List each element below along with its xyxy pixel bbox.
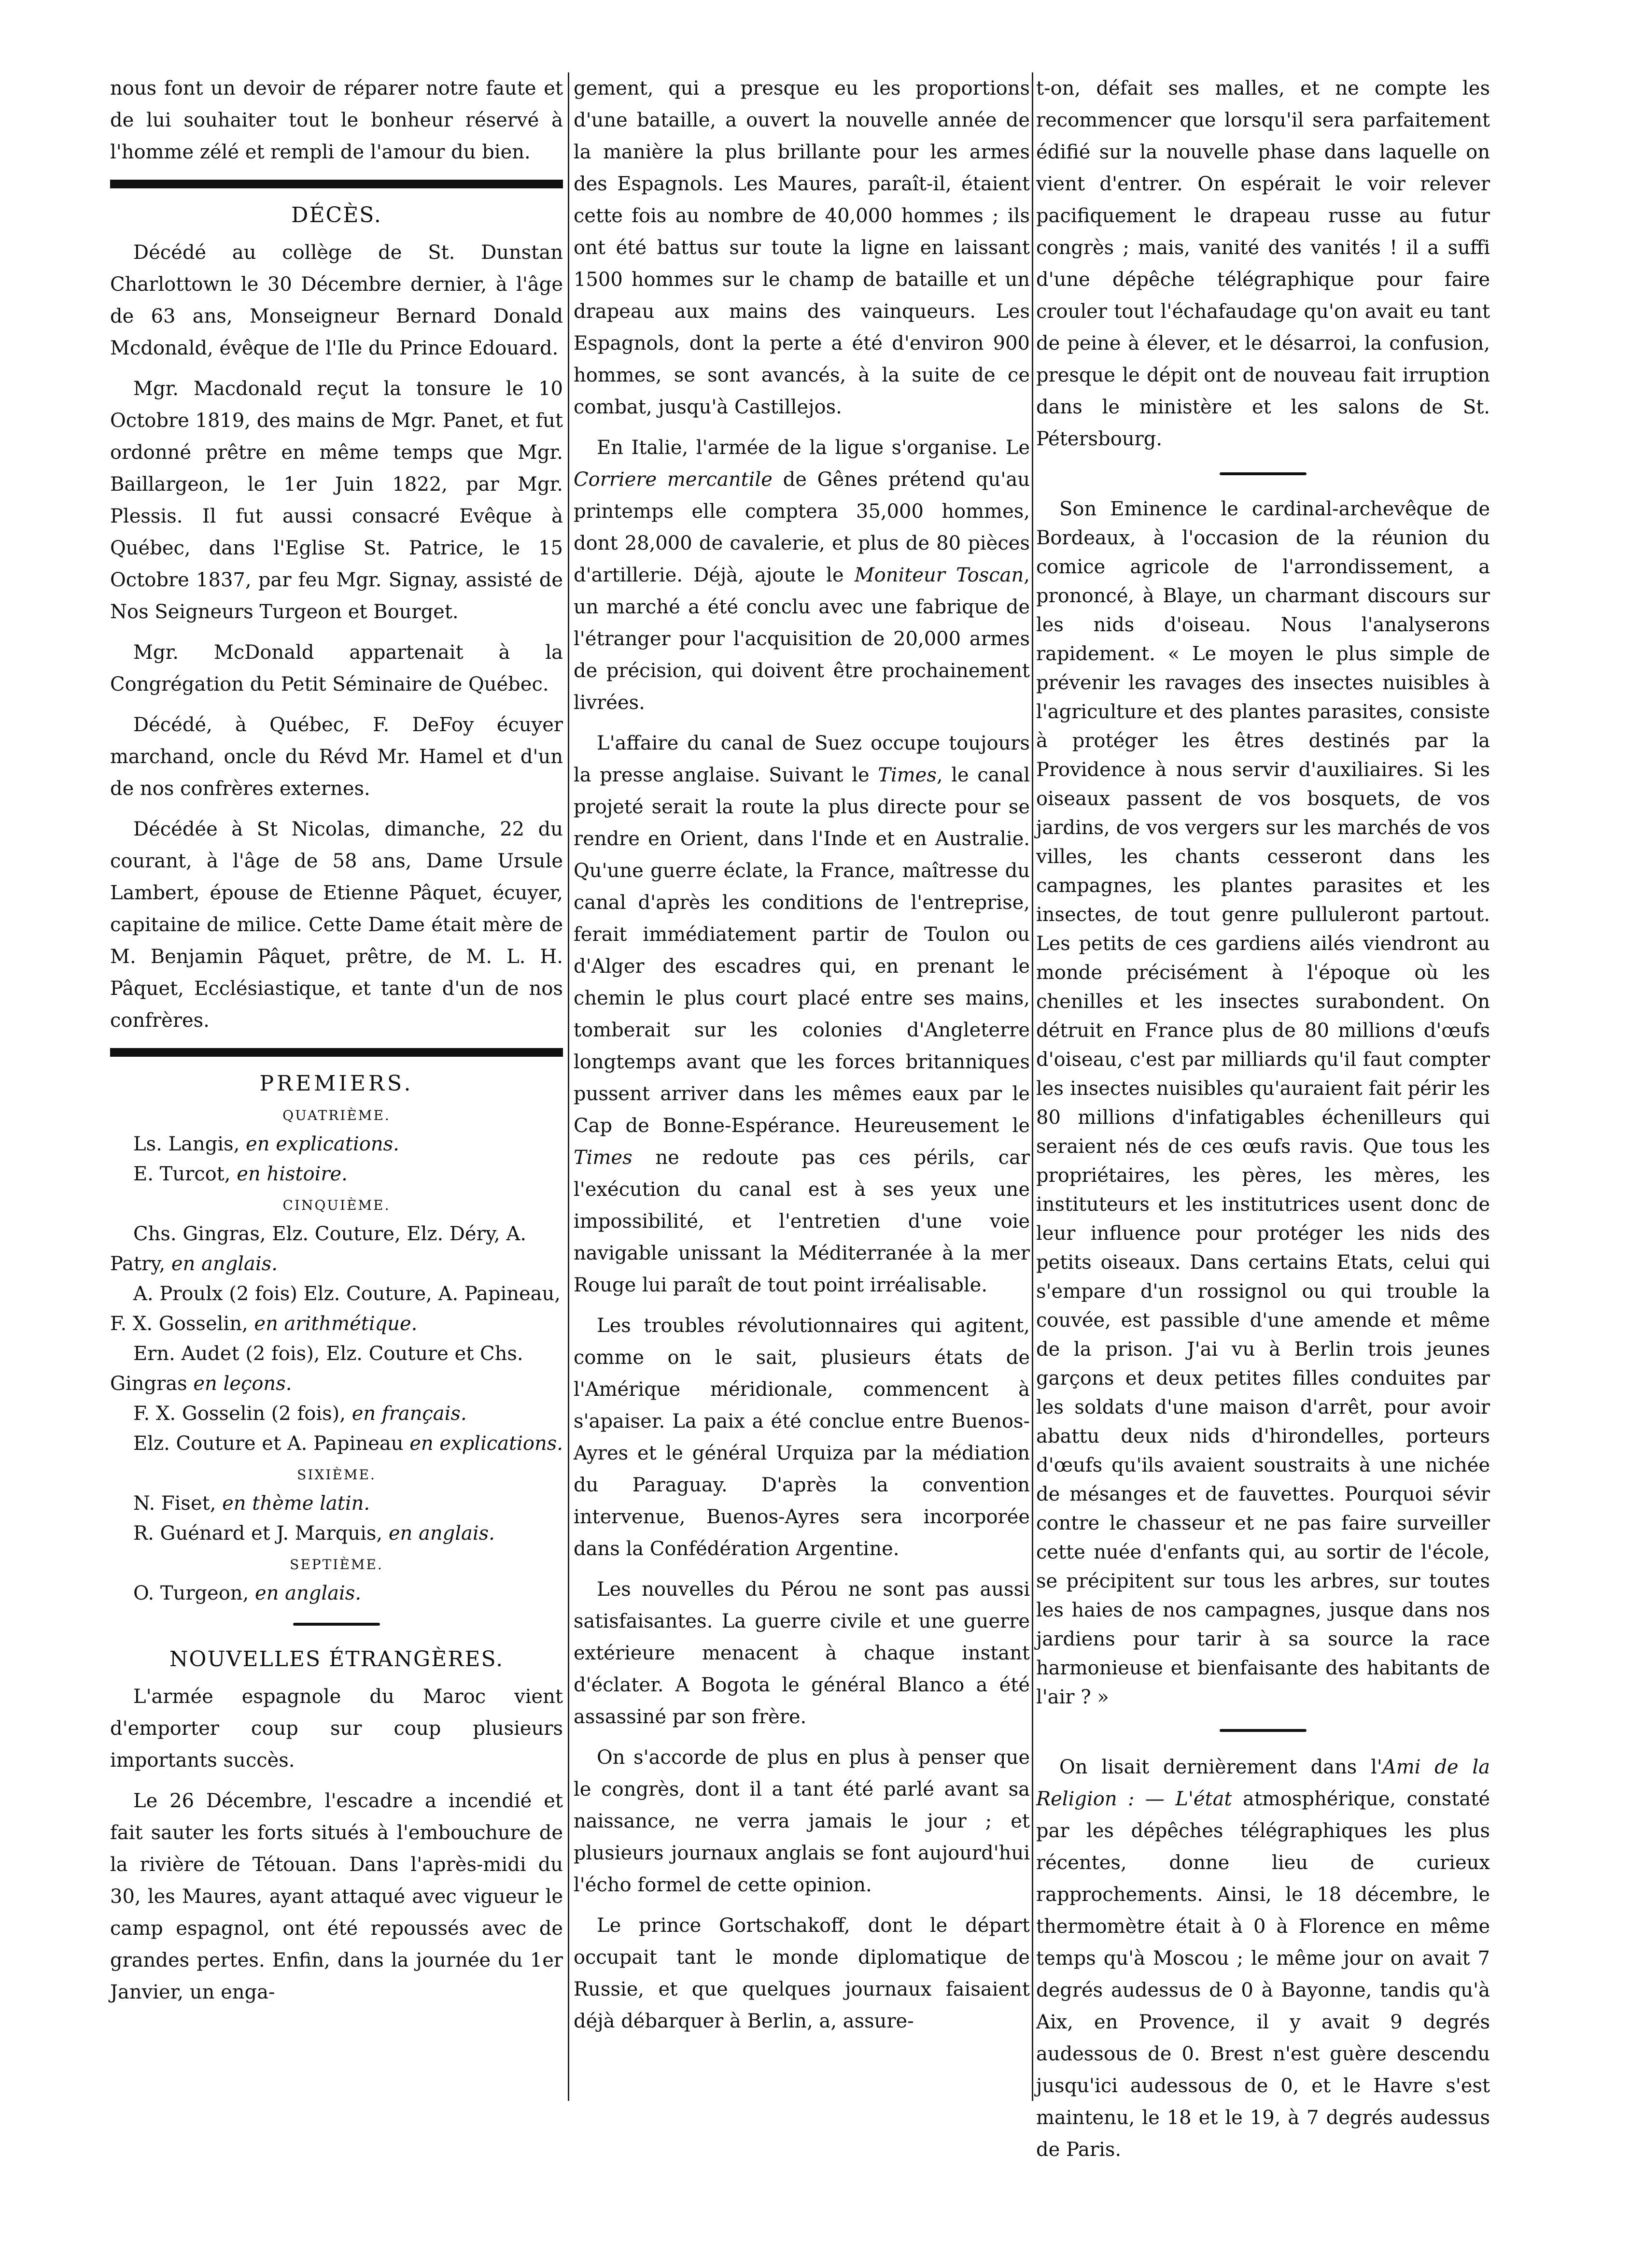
section-divider (110, 180, 563, 188)
paragraph: L'affaire du canal de Suez occupe toujours la presse anglaise. Suivant le Times, le canal projeté serait la route la plus directe pour se rendre en Orient, dans l'Inde et en Australie. Qu'une guerre éclate, la France, maîtresse du canal d'après les conditions de l'entreprise, ferait immédiatement partir de Toulon ou d'Alger des escadres qui, en prenant le chemin le plus court placé entre ses mains, tomberait sur les colonies d'Angleterre longtemps avant que les forces britanniques pussent arriver dans les mêmes eaux par le Cap de Bonne-Espérance. Heureusement le Times ne redoute pas ces périls, car l'exécution du canal est à ses yeux une impossibilité, et l'entretien d'une voie navigable unissant la Méditerranée à la mer Rouge lui paraît de tout point irréalisable. (574, 732, 1030, 1296)
section-title-premiers: PREMIERS. (259, 1071, 414, 1096)
column-2 (574, 72, 1030, 2046)
class-heading: QUATRIÈME. (282, 1107, 391, 1123)
column-rule-1 (568, 72, 569, 2101)
ornamental-divider (110, 1614, 563, 1633)
paragraph: Décédé au collège de St. Dunstan Charlottown le 30 Décembre dernier, à l'âge de 63 ans, Monseigneur Bernard Donald Mcdonald, évêque de l'Ile du Prince Edouard. (110, 241, 563, 359)
paragraph: Son Eminence le cardinal-archevêque de Bordeaux, à l'occasion de la réunion du comice agricole de l'arrondissement, a prononcé, à Blaye, un charmant discours sur les nids d'oiseau. Nous l'analyserons rapidement. « Le moyen le plus simple de prévenir les ravages des insectes nuisibles à l'agriculture et des plantes parasites, consiste à protéger les êtres destinés par la Providence à nous servir d'auxiliaires. Si les oiseaux passent de vos bosquets, de vos jardins, de vos vergers sur les marchés de vos villes, les chants cesseront dans les campagnes, les plantes parasites et les insectes, de tout genre pulluleront partout. Les petits de ces gardiens ailés viendront au monde précisément à l'époque où les chenilles et les insectes surabondent. On détruit en France plus de 80 millions d'œufs d'oiseau, c'est par milliards qu'il faut compter les insectes nuisibles qu'auraient fait périr les 80 millions d'infatigables échenilleurs qui seraient nés de ces œufs ravis. Que tous les propriétaires, les pères, les mères, les instituteurs et les institutrices usent donc de leur influence pour protéger les nids des petits oiseaux. Dans certains Etats, celui qui s'empare d'un rossignol ou qui trouble la couvée, est passible d'une amende et même de la prison. J'ai vu à Berlin trois jeunes garçons et deux petites filles conduites par les soldats d'une maison d'arrêt, pour avoir abattu deux nids d'hirondelles, porteurs d'œufs qu'ils avaient soustraits à une nichée de mésanges et de fauvettes. Pourquoi sévir contre le chasseur et ne pas faire surveiller cette nuée d'enfants qui, au sortir de l'école, se précipitent sur tous les arbres, sur toutes les haies de nos campagnes, jusque dans nos jardiens pour tarir à sa source la race harmonieuse et bienfaisante des habitants de l'air ? » (1036, 498, 1490, 1708)
class-heading: SEPTIÈME. (290, 1557, 383, 1573)
paragraph: Mgr. Macdonald reçut la tonsure le 10 Octobre 1819, des mains de Mgr. Panet, et fut ordonné prêtre en même temps que Mgr. Baillargeon, le 1er Juin 1822, par Mgr. Plessis. Il fut aussi consacré Evêque à Québec, dans l'Eglise St. Patrice, le 15 Octobre 1837, par feu Mgr. Signay, assisté de Nos Seigneurs Turgeon et Bourget. (110, 378, 563, 623)
paragraph: L'armée espagnole du Maroc vient d'emporter coup sur coup plusieurs importants succès. (110, 1686, 563, 1772)
prize-entry: Elz. Couture et A. Papineau en explications. (133, 1432, 563, 1455)
paragraph: On lisait dernièrement dans l'Ami de la Religion : — L'état atmosphérique, constaté par les dépêches télégraphiques les plus récentes, donne lieu de curieux rapprochements. Ainsi, le 18 décembre, le thermomètre était à 0 à Florence en même temps qu'à Moscou ; le même jour on avait 7 degrés audessus de 0 à Bayonne, tandis qu'à Aix, en Provence, il y avait 9 degrés audessous de 0. Brest n'est guère descendu jusqu'ici audessous de 0, et le Havre s'est maintenu, le 18 et le 19, à 7 degrés audessus de Paris. (1036, 1756, 1490, 2161)
paragraph: Le 26 Décembre, l'escadre a incendié et fait sauter les forts situés à l'embouchure de la rivière de Tétouan. Dans l'après-midi du 30, les Maures, ayant attaqué avec vigueur le camp espagnol, ont été repoussés avec de grandes pertes. Enfin, dans la journée du 1er Janvier, un enga- (110, 1790, 563, 2003)
paragraph: Le prince Gortschakoff, dont le départ occupait tant le monde diplomatique de Russie, et que quelques journaux faisaient déjà débarquer à Berlin, a, assure- (574, 1914, 1030, 2032)
prize-entry: E. Turcot, en histoire. (133, 1163, 348, 1185)
section-divider (110, 1048, 563, 1057)
class-heading: SIXIÈME. (297, 1467, 376, 1483)
paragraph: Décédé, à Québec, F. DeFoy écuyer marchand, oncle du Révd Mr. Hamel et d'un de nos confrères externes. (110, 714, 563, 800)
section-title-deces: DÉCÈS. (291, 203, 382, 227)
prize-entry: Chs. Gingras, Elz. Couture, Elz. Déry, A. Patry, en anglais. (110, 1223, 527, 1275)
paragraph: En Italie, l'armée de la ligue s'organise. Le Corriere mercantile de Gênes prétend qu'au printemps elle comptera 35,000 hommes, dont 28,000 de cavalerie, et plus de 80 pièces d'artillerie. Déjà, ajoute le Moniteur Toscan, un marché a été conclu avec une fabrique de l'étranger pour l'acquisition de 20,000 armes de précision, qui doivent être prochainement livrées. (574, 437, 1030, 714)
paragraph: Les troubles révolutionnaires qui agitent, comme on le sait, plusieurs états de l'Amérique méridionale, commencent à s'apaiser. La paix a été conclue entre Buenos-Ayres et le général Urquiza par la médiation du Paraguay. D'après la convention intervenue, Buenos-Ayres sera incorporée dans la Confédération Argentine. (574, 1315, 1030, 1560)
ornamental-divider (1036, 464, 1490, 483)
column-3 (1036, 72, 1490, 2174)
paragraph: gement, qui a presque eu les proportions d'une bataille, a ouvert la nouvelle année de la manière la plus brillante pour les armes des Espagnols. Les Maures, paraît-il, étaient cette fois au nombre de 40,000 hommes ; ils ont été battus sur toute la ligne en laissant 1500 hommes sur le champ de bataille et un drapeau aux mains des vainqueurs. Les Espagnols, dont la perte a été d'environ 900 hommes, se sont avancés, à la suite de ce combat, jusqu'à Castillejos. (574, 77, 1030, 418)
class-heading: CINQUIÈME. (282, 1197, 391, 1213)
prize-entry: Ern. Audet (2 fois), Elz. Couture et Chs. Gingras en leçons. (110, 1343, 523, 1395)
prize-entry: R. Guénard et J. Marquis, en anglais. (133, 1522, 495, 1545)
prize-entry: A. Proulx (2 fois) Elz. Couture, A. Papineau, F. X. Gosselin, en arithmétique. (110, 1283, 561, 1335)
column-rule-2 (1032, 72, 1033, 2101)
paragraph: Mgr. McDonald appartenait à la Congrégation du Petit Séminaire de Québec. (110, 641, 563, 695)
prize-entry: Ls. Langis, en explications. (133, 1133, 399, 1155)
ornamental-divider (1036, 1720, 1490, 1740)
prize-entry: F. X. Gosselin (2 fois), en français. (133, 1403, 467, 1425)
paragraph: Les nouvelles du Pérou ne sont pas aussi satisfaisantes. La guerre civile et une guerre extérieure menacent à chaque instant d'éclater. A Bogota le général Blanco a été assassiné par son frère. (574, 1578, 1030, 1728)
column-1 (110, 72, 563, 2017)
paragraph: On s'accorde de plus en plus à penser que le congrès, dont il a tant été parlé avant sa naissance, ne verra jamais le jour ; et plusieurs journaux anglais se font aujourd'hui l'écho formel de cette opinion. (574, 1746, 1030, 1896)
paragraph: Décédée à St Nicolas, dimanche, 22 du courant, à l'âge de 58 ans, Dame Ursule Lambert, épouse de Etienne Pâquet, écuyer, capitaine de milice. Cette Dame était mère de M. Benjamin Pâquet, prêtre, de M. L. H. Pâquet, Ecclésiastique, et tante d'un de nos confrères. (110, 818, 563, 1032)
paragraph: nous font un devoir de réparer notre faute et de lui souhaiter tout le bonheur réservé à l'homme zélé et rempli de l'amour du bien. (110, 77, 563, 163)
prize-entry: O. Turgeon, en anglais. (133, 1582, 362, 1604)
paragraph: t-on, défait ses malles, et ne compte les recommencer que lorsqu'il sera parfaitement édifié sur la nouvelle phase dans laquelle on vient d'entrer. On espérait le voir relever pacifiquement le drapeau russe au futur congrès ; mais, vanité des vanités ! il a suffi d'une dépêche télégraphique pour faire crouler tout l'échafaudage qu'on avait eu tant de peine à élever, et le désarroi, la confusion, presque le dépit ont de nouveau fait irruption dans le ministère et les salons de St. Pétersbourg. (1036, 77, 1490, 450)
section-title-nouvelles: NOUVELLES ÉTRANGÈRES. (169, 1647, 504, 1672)
prize-entry: N. Fiset, en thème latin. (133, 1492, 370, 1515)
